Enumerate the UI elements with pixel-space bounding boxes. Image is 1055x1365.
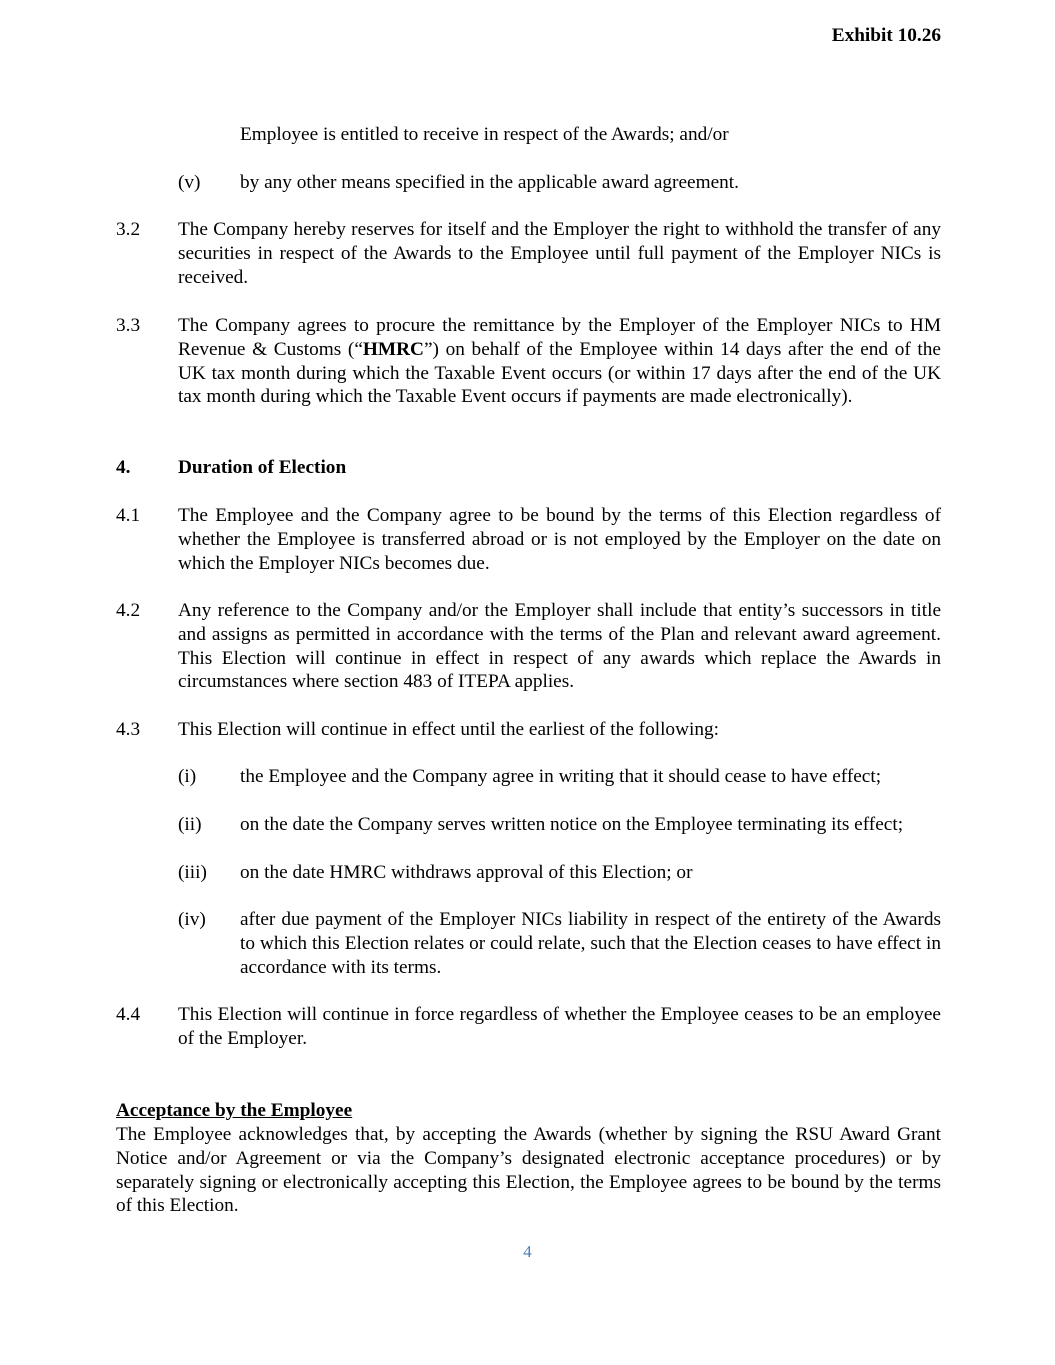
item-iii-number: (iii)	[178, 862, 207, 883]
item-v-number: (v)	[178, 172, 201, 193]
item-i-text: the Employee and the Company agree in writing that it should cease to have effect;	[240, 766, 882, 787]
clause-3-3-number: 3.3	[116, 315, 141, 336]
clause-3-2-text: The Company hereby reserves for itself and the Employer the right to withhold the transfer of any securities in respect of the Awards to the Employee until full payment of the Employer NICs is received.	[178, 219, 941, 288]
item-i-number: (i)	[178, 766, 197, 787]
item-ii-number: (ii)	[178, 814, 202, 835]
clause-3-3-text	[178, 314, 941, 409]
clause-4-3-text: This Election will continue in effect until the earliest of the following:	[178, 719, 719, 740]
clause-4-2-text: Any reference to the Company and/or the Employer shall include that entity’s successors in title and assigns as permitted in accordance with the terms of the Plan and relevant award agreement. This Election will continue in effect in respect of any awards which replace the Awards in circumstances where section 483 of ITEPA applies.	[178, 600, 941, 693]
exhibit-label: Exhibit 10.26	[831, 25, 941, 46]
clause-3-3-text-before: The Company agrees to procure the remittance by the Employer of the Employer NICs to HM Revenue & Customs (“	[178, 315, 941, 360]
hmrc-defined-term: HMRC	[362, 338, 424, 360]
item-iv-text: after due payment of the Employer NICs liability in respect of the entirety of the Awards to which this Election relates or could relate, such that the Election ceases to have effect in accordance with its terms.	[240, 909, 941, 978]
clause-3-2-number: 3.2	[116, 219, 141, 240]
continuation-text: Employee is entitled to receive in respect of the Awards; and/or	[240, 124, 729, 145]
section-4-heading: Duration of Election	[178, 457, 347, 478]
section-4-number: 4.	[116, 457, 131, 478]
clause-4-1-text: The Employee and the Company agree to be bound by the terms of this Election regardless of whether the Employee is transferred abroad or is not employed by the Employer on the date on which the Employer NICs becomes due.	[178, 505, 941, 574]
page-number: 4	[523, 1242, 532, 1261]
item-iii-text: on the date HMRC withdraws approval of this Election; or	[240, 862, 693, 883]
acceptance-text: The Employee acknowledges that, by accepting the Awards (whether by signing the RSU Award Grant Notice and/or Agreement or via the Company’s designated electronic acceptance procedures) or by separately signing or electronically accepting this Election, the Employee agrees to be bound by the terms of this Election.	[116, 1124, 941, 1217]
clause-4-2-number: 4.2	[116, 600, 141, 621]
clause-4-4-text: This Election will continue in force regardless of whether the Employee ceases to be an employee of the Employer.	[178, 1004, 941, 1049]
item-iv-number: (iv)	[178, 909, 206, 930]
clause-4-4-number: 4.4	[116, 1004, 141, 1025]
clause-4-1-number: 4.1	[116, 505, 141, 526]
item-v-text: by any other means specified in the applicable award agreement.	[240, 172, 739, 193]
clause-4-3-number: 4.3	[116, 719, 141, 740]
item-ii-text: on the date the Company serves written notice on the Employee terminating its effect;	[240, 814, 904, 835]
clause-3-3-text-after: ”) on behalf of the Employee within 14 days after the end of the UK tax month during which the Taxable Event occurs (or within 17 days after the end of the UK tax month during which the Taxable Event occurs if payments are made electronically).	[178, 338, 941, 408]
acceptance-heading: Acceptance by the Employee	[116, 1100, 353, 1121]
